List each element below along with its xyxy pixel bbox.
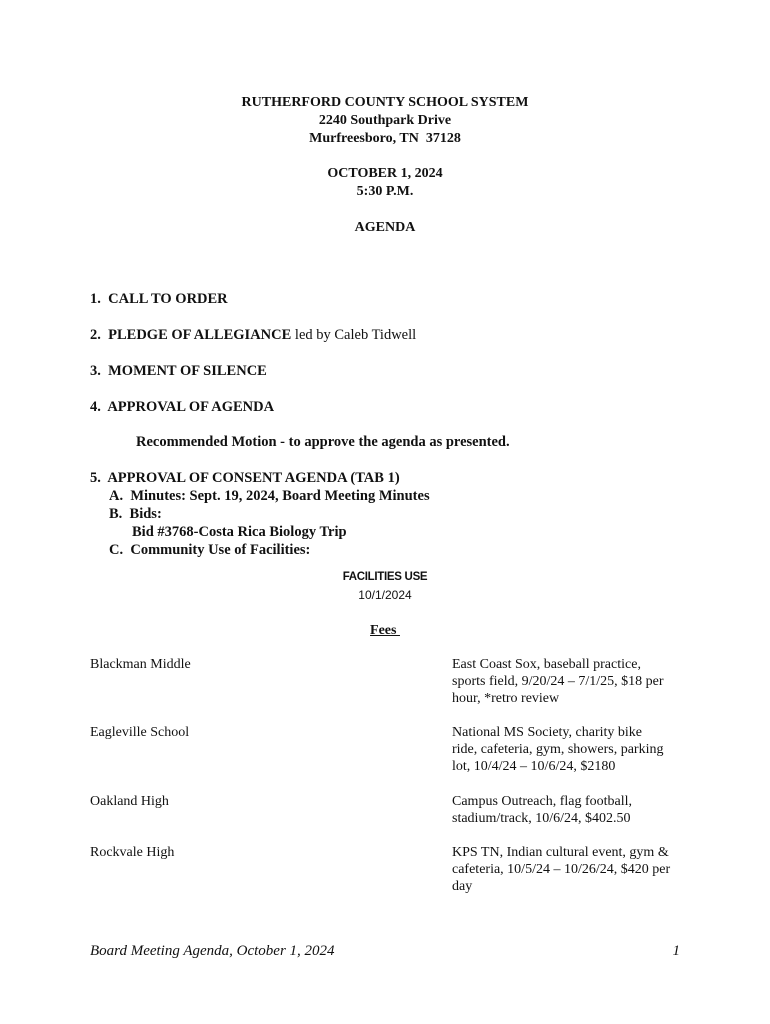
meeting-date: OCTOBER 1, 2024 xyxy=(327,166,443,181)
facility-location: Eagleville School xyxy=(90,725,190,740)
facility-description: Campus Outreach, flag football, stadium/track, 10/6/24, $402.50 xyxy=(452,794,633,826)
pledge-leader: led by Caleb Tidwell xyxy=(291,327,417,343)
facilities-date: 10/1/2024 xyxy=(358,588,412,602)
facility-location: Blackman Middle xyxy=(90,657,191,672)
facility-description: National MS Society, charity bike ride, cafeteria, gym, showers, parking lot, 10/4/24 – 10/6/24, $2180 xyxy=(452,725,664,774)
facility-location: Rockvale High xyxy=(90,845,175,860)
bid-item: Bid #3768-Costa Rica Biology Trip xyxy=(132,524,347,540)
address-line-2: Murfreesboro, TN 37128 xyxy=(309,131,461,146)
fees-heading: Fees xyxy=(370,623,400,638)
page-number: 1 xyxy=(672,943,680,959)
agenda-item-approval-of-agenda: 4. APPROVAL OF AGENDA xyxy=(90,399,275,415)
consent-item-bids: B. Bids: xyxy=(109,506,162,522)
agenda-item-moment-of-silence: 3. MOMENT OF SILENCE xyxy=(90,363,267,379)
pledge-heading: 2. PLEDGE OF ALLEGIANCE xyxy=(90,327,292,343)
facility-description: East Coast Sox, baseball practice, sports field, 9/20/24 – 7/1/25, $18 per hour, *retro review xyxy=(452,657,664,706)
facilities-title: FACILITIES USE xyxy=(342,571,428,583)
facility-description: KPS TN, Indian cultural event, gym & cafeteria, 10/5/24 – 10/26/24, $420 per day xyxy=(452,845,671,894)
agenda-item-call-to-order: 1. CALL TO ORDER xyxy=(90,291,228,307)
agenda-item-pledge xyxy=(90,326,416,344)
agenda-item-consent-agenda: 5. APPROVAL OF CONSENT AGENDA (TAB 1) xyxy=(90,470,400,486)
meeting-time: 5:30 P.M. xyxy=(356,184,414,199)
org-name: RUTHERFORD COUNTY SCHOOL SYSTEM xyxy=(241,95,529,110)
footer-title: Board Meeting Agenda, October 1, 2024 xyxy=(90,943,335,959)
address-line-1: 2240 Southpark Drive xyxy=(318,113,452,128)
page-title: AGENDA xyxy=(354,220,416,235)
facility-location: Oakland High xyxy=(90,794,169,809)
consent-item-facilities: C. Community Use of Facilities: xyxy=(109,542,311,558)
consent-item-minutes: A. Minutes: Sept. 19, 2024, Board Meeting Minutes xyxy=(109,488,430,504)
recommended-motion: Recommended Motion - to approve the agenda as presented. xyxy=(136,434,510,450)
